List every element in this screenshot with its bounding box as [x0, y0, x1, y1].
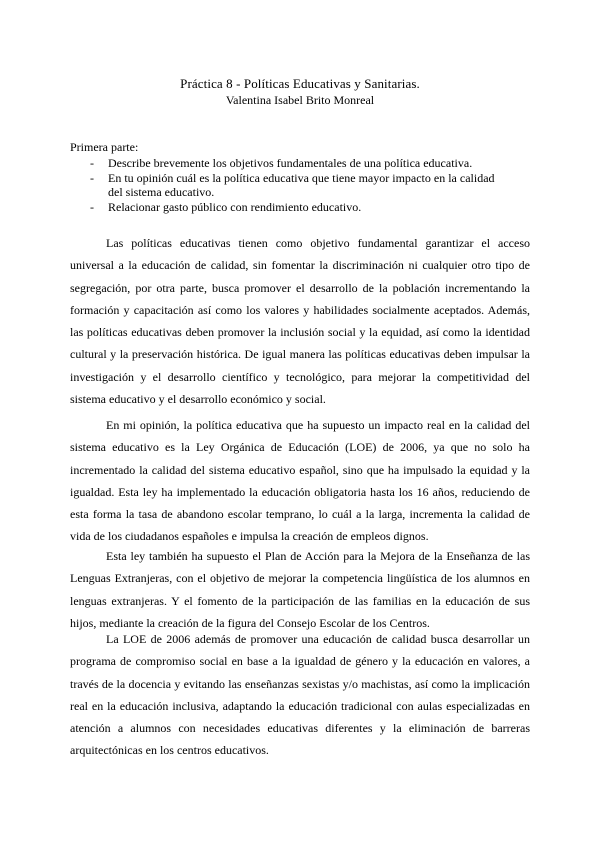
bullet-dash: -: [90, 156, 94, 170]
bullet-dash: -: [90, 199, 94, 214]
answer-loe-impact: [70, 414, 530, 548]
question-text: Describe brevemente los objetivos fundamentales de una política educativa.: [108, 156, 473, 170]
list-item: [90, 171, 510, 200]
document-title: Práctica 8 - Políticas Educativas y Sanitarias.: [180, 76, 420, 91]
paragraph: La LOE de 2006 además de promover una educación de calidad busca desarrollar un programa de compromiso social en base a la igualdad de género y la educación en valores, a través de la docencia y evitando las enseñanzas sexistas y/o machistas, así como la implicación real en la educación inclusiva, adaptando la educación tradicional con aulas especializadas en atención a alumnos con necesidades educativas diferentes y la eliminación de barreras arquitectónicas en los centros educativos.: [70, 632, 530, 758]
question-text: En tu opinión cuál es la política educativa que tiene mayor impacto en la calidad del sistema educativo.: [108, 170, 495, 199]
answer-loe-languages: [70, 545, 530, 634]
list-item: [90, 200, 510, 215]
answer-objectives: [70, 232, 530, 410]
section-heading: Primera parte:: [70, 140, 139, 154]
document-author: Valentina Isabel Brito Monreal: [225, 93, 375, 107]
list-item: [90, 156, 510, 171]
question-text: Relacionar gasto público con rendimiento educativo.: [108, 199, 362, 214]
answer-loe-social: [70, 628, 530, 762]
paragraph: En mi opinión, la política educativa que ha supuesto un impacto real en la calidad del sistema educativo es la Ley Orgánica de Educación (LOE) de 2006, ya que no solo ha incrementado la calidad del sistema educativo español, sino que ha impulsado la equidad y la igualdad. Esta ley ha implementado la educación obligatoria hasta los 16 años, reduciendo de esta forma la tasa de abandono escolar temprano, lo cuál a la larga, incrementa la calidad de vida de los ciudadanos españoles e impulsa la creación de empleos dignos.: [70, 418, 530, 544]
paragraph: Las políticas educativas tienen como objetivo fundamental garantizar el acceso universal a la educación de calidad, sin fomentar la discriminación ni cualquier otro tipo de segregación, por otra parte, busca promover el desarrollo de la población incrementando la formación y capacitación así como los valores y habilidades socialmente aceptados. Además, las políticas educativas deben promover la inclusión social y la equidad, así como la identidad cultural y la preservación histórica. De igual manera las políticas educativas deben impulsar la investigación y el desarrollo científico y tecnológico, para mejorar la competitividad del sistema educativo y el desarrollo económico y social.: [70, 236, 530, 407]
bullet-dash: -: [90, 170, 94, 185]
question-list: [90, 156, 510, 214]
paragraph: Esta ley también ha supuesto el Plan de Acción para la Mejora de la Enseñanza de las Lenguas Extranjeras, con el objetivo de mejorar la competencia lingüística de los alumnos en lenguas extranjeras. Y el fomento de la participación de las familias en la educación de sus hijos, mediante la creación de la figura del Consejo Escolar de los Centros.: [70, 549, 530, 630]
